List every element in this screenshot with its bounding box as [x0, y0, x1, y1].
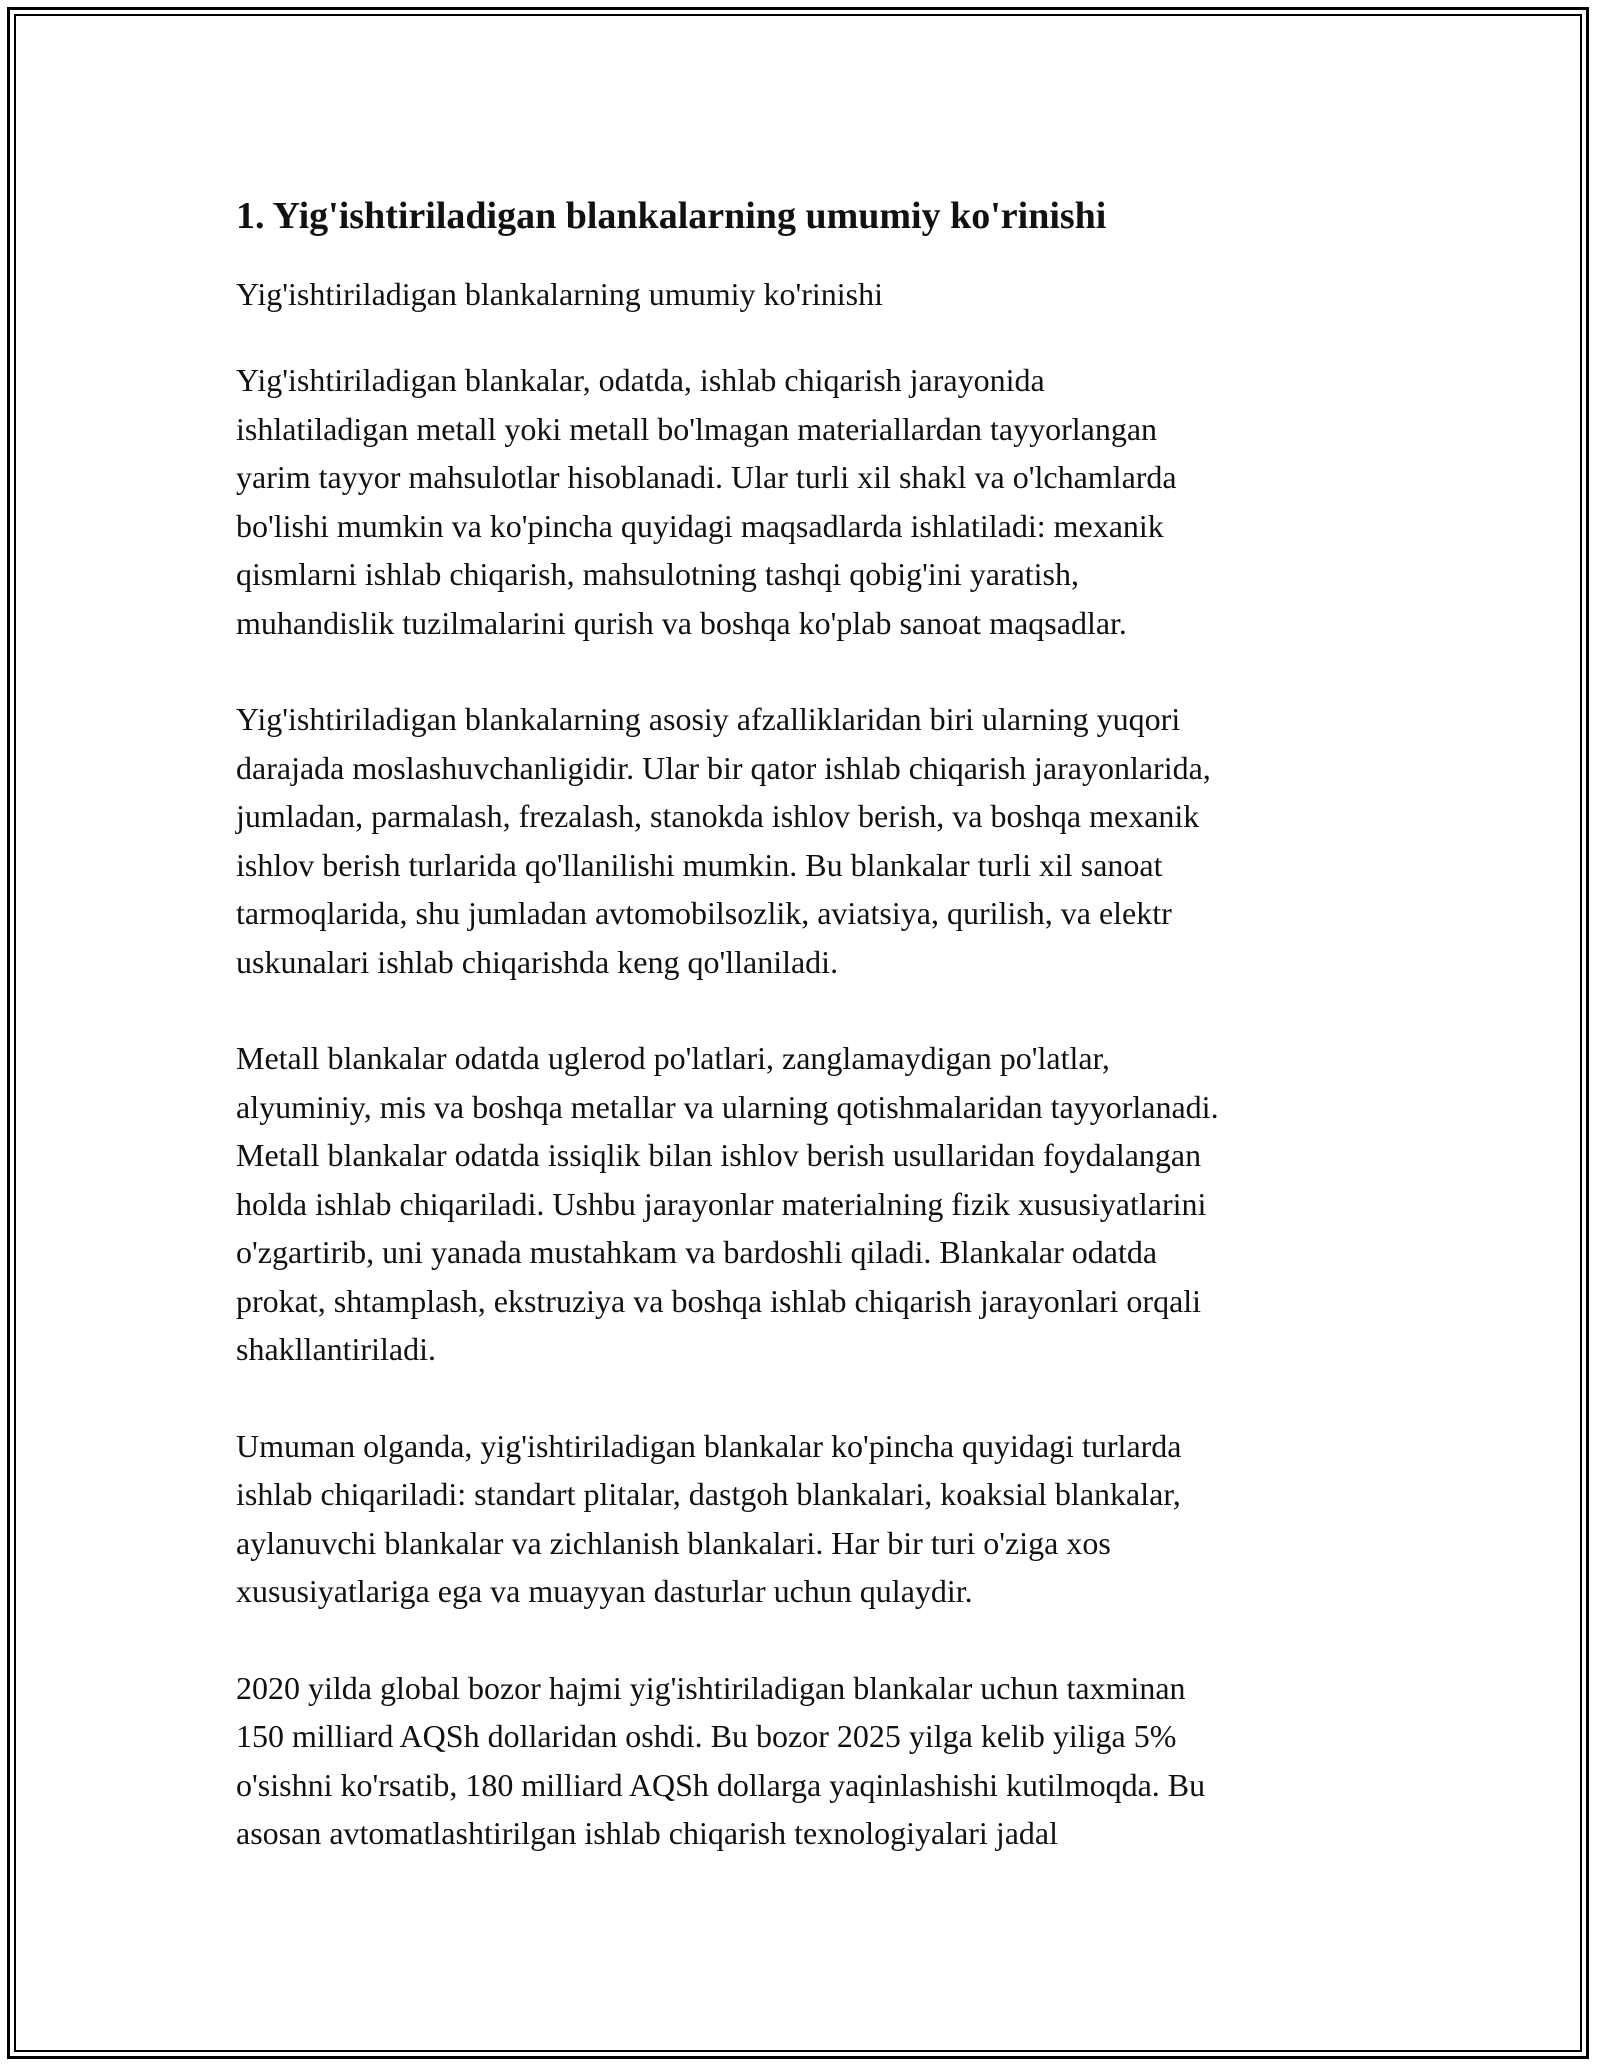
paragraph-line: ishlab chiqariladi: standart plitalar, dastgoh blankalari, koaksial blankalar,	[236, 1476, 1181, 1512]
document-page	[236, 188, 1364, 1906]
paragraph-line: ishlatiladigan metall yoki metall bo'lmagan materiallardan tayyorlangan	[236, 410, 1158, 447]
paragraph-line: jumladan, parmalash, frezalash, stanokda ishlov berish, va boshqa mexanik	[236, 798, 1200, 834]
paragraph-line: Metall blankalar odatda uglerod po'latlari, zanglamaydigan po'latlar,	[236, 1040, 1110, 1076]
paragraph-line: Yig'ishtiriladigan blankalarning asosiy afzalliklaridan biri ularning yuqori	[236, 701, 1181, 737]
document-title: 1. Yig'ishtiriladigan blankalarning umumiy ko'rinishi	[236, 195, 1107, 237]
paragraph-4	[236, 1422, 1364, 1616]
paragraph-line: xususiyatlariga ega va muayyan dasturlar uchun qulaydir.	[236, 1573, 973, 1609]
paragraph-line: Yig'ishtiriladigan blankalar, odatda, ishlab chiqarish jarayonida	[236, 362, 1045, 398]
paragraph-line: 150 milliard AQSh dollaridan oshdi. Bu bozor 2025 yilga kelib yiliga 5%	[236, 1718, 1177, 1754]
paragraph-line: o'zgartirib, uni yanada mustahkam va bardoshli qiladi. Blankalar odatda	[236, 1234, 1158, 1270]
paragraph-line: Umuman olganda, yig'ishtiriladigan blankalar ko'pincha quyidagi turlarda	[236, 1427, 1182, 1464]
document-subtitle: Yig'ishtiriladigan blankalarning umumiy ko'rinishi	[236, 276, 884, 312]
paragraph-line: aylanuvchi blankalar va zichlanish blankalari. Har bir turi o'ziga xos	[236, 1524, 1111, 1561]
paragraph-line: qismlarni ishlab chiqarish, mahsulotning tashqi qobig'ini yaratish,	[236, 556, 1079, 592]
paragraph-line: holda ishlab chiqariladi. Ushbu jarayonlar materialning fizik xususiyatlarini	[236, 1185, 1207, 1222]
paragraph-5	[236, 1664, 1364, 1858]
paragraph-line: o'sishni ko'rsatib, 180 milliard AQSh dollarga yaqinlashishi kutilmoqda. Bu	[236, 1766, 1206, 1803]
paragraph-line: darajada moslashuvchanligidir. Ular bir qator ishlab chiqarish jarayonlarida,	[236, 749, 1211, 786]
paragraph-line: Metall blankalar odatda issiqlik bilan ishlov berish usullaridan foydalangan	[236, 1137, 1202, 1173]
paragraph-line: 2020 yilda global bozor hajmi yig'ishtiriladigan blankalar uchun taxminan	[236, 1669, 1186, 1706]
paragraph-line: bo'lishi mumkin va ko'pincha quyidagi maqsadlarda ishlatiladi: mexanik	[236, 507, 1164, 544]
paragraph-2	[236, 695, 1364, 986]
paragraph-line: shakllantiriladi.	[236, 1331, 436, 1367]
paragraph-line: alyuminiy, mis va boshqa metallar va ularning qotishmalaridan tayyorlanadi.	[236, 1088, 1219, 1125]
paragraph-line: asosan avtomatlashtirilgan ishlab chiqarish texnologiyalari jadal	[236, 1815, 1058, 1851]
paragraph-3	[236, 1034, 1364, 1374]
paragraph-line: yarim tayyor mahsulotlar hisoblanadi. Ular turli xil shakl va o'lchamlarda	[236, 459, 1177, 495]
paragraph-line: prokat, shtamplash, ekstruziya va boshqa ishlab chiqarish jarayonlari orqali	[236, 1282, 1202, 1319]
paragraph-line: uskunalari ishlab chiqarishda keng qo'llaniladi.	[236, 943, 839, 980]
paragraph-line: ishlov berish turlarida qo'llanilishi mumkin. Bu blankalar turli xil sanoat	[236, 846, 1163, 883]
paragraph-line: muhandislik tuzilmalarini qurish va boshqa ko'plab sanoat maqsadlar.	[236, 604, 1127, 641]
paragraph-line: tarmoqlarida, shu jumladan avtomobilsozlik, aviatsiya, qurilish, va elektr	[236, 895, 1172, 931]
paragraph-1	[236, 356, 1364, 647]
